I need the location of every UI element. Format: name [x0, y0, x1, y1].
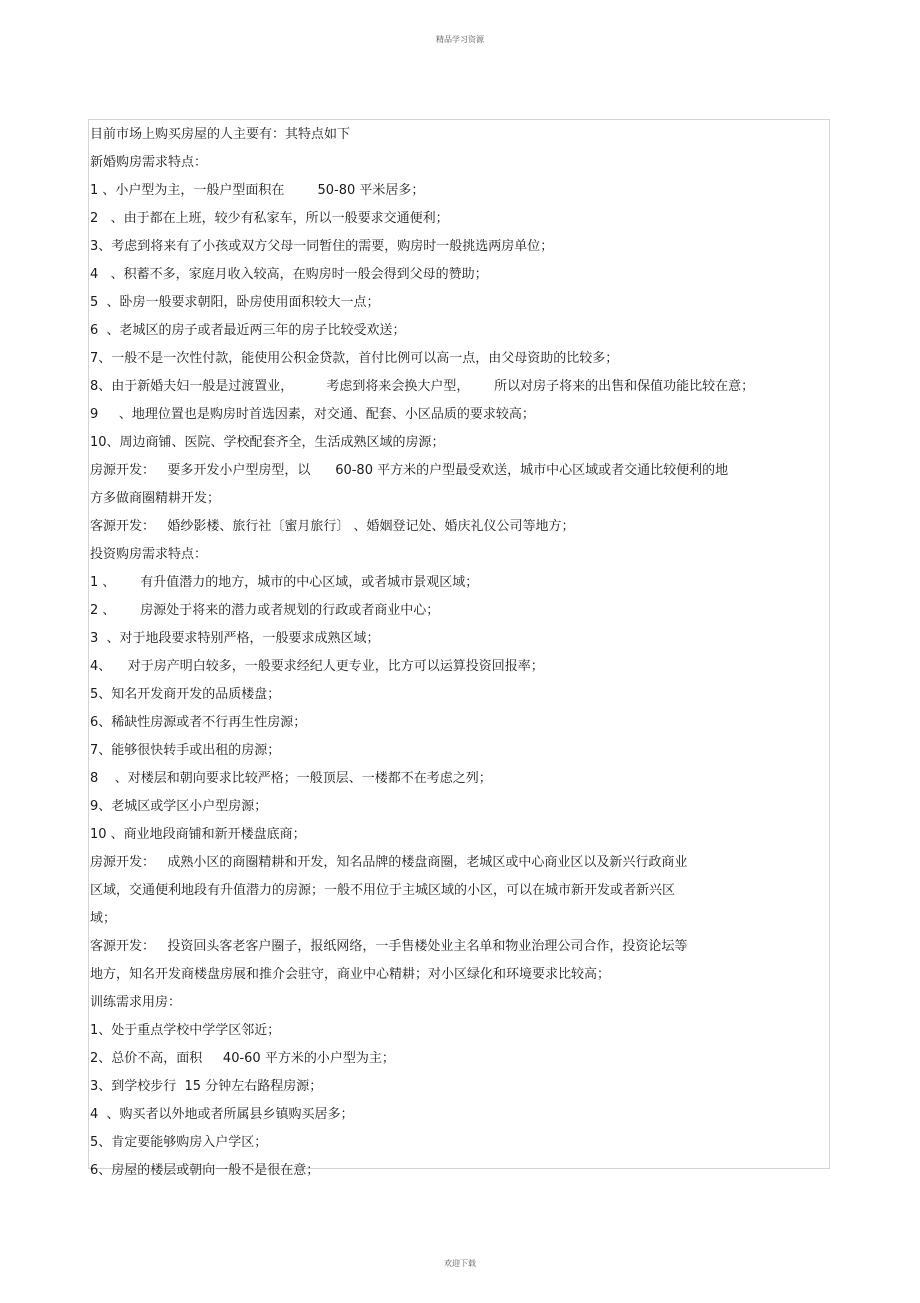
- text-line: 新婚购房需求特点：: [90, 155, 208, 170]
- text-line: 房源开发： 成熟小区的商圈精耕和开发，知名品牌的楼盘商圈，老城区或中心商业区以及新兴行政商业: [90, 855, 688, 870]
- text-line: 9、老城区或学区小户型房源；: [90, 799, 268, 814]
- text-line: 3、到学校步行 15 分钟左右路程房源；: [90, 1079, 323, 1094]
- text-line: 1 、 有升值潜力的地方，城市的中心区域，或者城市景观区域；: [90, 575, 479, 590]
- text-line: 6、房屋的楼层或朝向一般不是很在意；: [90, 1163, 320, 1178]
- text-line: 1 、小户型为主，一般户型面积在 50-80 平米居多；: [90, 183, 425, 198]
- text-line: 6 、老城区的房子或者最近两三年的房子比较受欢送；: [90, 323, 406, 338]
- text-line: 7、一般不是一次性付款，能使用公积金贷款，首付比例可以高一点，由父母资助的比较多；: [90, 351, 619, 366]
- page-header: 精品学习资源: [436, 35, 484, 44]
- text-line: 区域，交通便利地段有升值潜力的房源；一般不用位于主城区域的小区，可以在城市新开发或者新兴区: [90, 883, 676, 898]
- text-line: 4 、购买者以外地或者所属县乡镇购买居多；: [90, 1107, 354, 1122]
- text-line: 2、总价不高，面积 40-60 平方米的小户型为主；: [90, 1051, 395, 1066]
- text-line: 客源开发： 婚纱影楼、旅行社〔蜜月旅行〕 、婚姻登记处、婚庆礼仪公司等地方；: [90, 519, 575, 534]
- text-line: 5、知名开发商开发的品质楼盘；: [90, 687, 281, 702]
- text-line: 4 、积蓄不多，家庭月收入较高，在购房时一般会得到父母的赞助；: [90, 267, 488, 282]
- text-line: 2 、 房源处于将来的潜力或者规划的行政或者商业中心；: [90, 603, 440, 618]
- text-line: 房源开发： 要多开发小户型房型，以 60-80 平方米的户型最受欢送，城市中心区域或者交通比较便利的地: [90, 463, 729, 478]
- text-line: 3 、对于地段要求特别严格，一般要求成熟区域；: [90, 631, 380, 646]
- text-line: 5 、卧房一般要求朝阳，卧房使用面积较大一点；: [90, 295, 380, 310]
- text-line: 1、处于重点学校中学学区邻近；: [90, 1023, 281, 1038]
- text-line: 地方，知名开发商楼盘房展和推介会驻守，商业中心精耕；对小区绿化和环境要求比较高；: [90, 967, 611, 982]
- text-line: 目前市场上购买房屋的人主要有：其特点如下: [90, 127, 351, 142]
- text-line: 域；: [90, 911, 117, 926]
- text-line: 2 、由于都在上班，较少有私家车，所以一般要求交通便利；: [90, 211, 449, 226]
- text-line: 8、由于新婚夫妇一般是过渡置业， 考虑到将来会换大户型， 所以对房子将来的出售和保值功能比较在意；: [90, 379, 755, 394]
- text-line: 9 、地理位置也是购房时首选因素，对交通、配套、小区品质的要求较高；: [90, 407, 535, 422]
- text-line: 8 、对楼层和朝向要求比较严格；一般顶层、一楼都不在考虑之列；: [90, 771, 492, 786]
- document-body: [90, 121, 810, 1185]
- text-line: 客源开发： 投资回头客老客户圈子，报纸网络，一手售楼处业主名单和物业治理公司合作，投资论坛等: [90, 939, 688, 954]
- text-line: 投资购房需求特点：: [90, 547, 208, 562]
- text-line: 方多做商圈精耕开发；: [90, 491, 221, 506]
- text-line: 6、稀缺性房源或者不行再生性房源；: [90, 715, 307, 730]
- text-line: 4、 对于房产明白较多，一般要求经纪人更专业，比方可以运算投资回报率；: [90, 659, 544, 674]
- text-line: 5、肯定要能够购房入户学区；: [90, 1135, 268, 1150]
- text-line: 7、能够很快转手或出租的房源；: [90, 743, 281, 758]
- text-line: 10 、商业地段商铺和新开楼盘底商；: [90, 827, 306, 842]
- text-line: 训练需求用房：: [90, 995, 182, 1010]
- text-line: 3、考虑到将来有了小孩或双方父母一同暂住的需要，购房时一般挑选两房单位；: [90, 239, 554, 254]
- text-line: 10、周边商铺、医院、学校配套齐全，生活成熟区域的房源；: [90, 435, 445, 450]
- page-footer: 欢迎下载: [444, 1259, 476, 1268]
